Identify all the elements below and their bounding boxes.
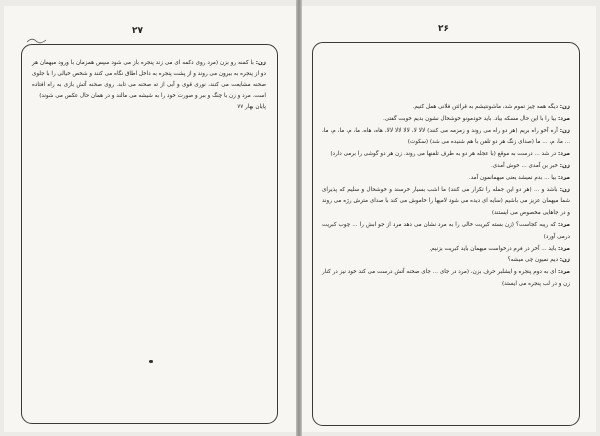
speaker-label: مرد:	[557, 245, 570, 252]
dialogue-text: ای به دوم پنجره و ایشلبر حرف بزن، (مرد در جای ... جای صحنه آتش درست می کند خود نیز در کنار زن و در لب پنجره می ایستد)	[322, 269, 570, 287]
speaker-label: مرد:	[557, 174, 570, 181]
dialogue-text: بیا را با این حال مسکه بیاد. باید خودمونو خوشحال نشون بدیم خوبت گفتی.	[383, 115, 557, 122]
page-number: ۲۷	[132, 26, 143, 36]
right-page	[302, 6, 596, 432]
dialogue-text: بیا ... بدم نمیشد یعنی میهمانمون آمد.	[468, 174, 557, 181]
pencil-scribble	[26, 36, 48, 46]
speaker-label: زن:	[559, 162, 570, 169]
ink-mark	[149, 360, 153, 363]
speaker-label: مرد:	[557, 221, 570, 228]
paragraph	[322, 220, 570, 244]
speaker-label: مرد:	[557, 115, 570, 122]
dialogue-text: باید ... آخر در فرم درخواست میهمان باید کبریت بزنیم.	[429, 245, 557, 252]
dialogue-text: باشد و ... (هر دو این جمله را تکرار می کنند) ما اشب بسیار خرسند و خوشحال و سلیم که پذیرای شما میهمان عزیز می باشیم (سایه ای دیده می شود لامپها را خاموش می کند با صدای مترش رژه می روند و در جاهایی مخصوص می ایستند)	[322, 186, 570, 217]
dialogue-text: دیم نمیون چی میشه؟	[507, 257, 558, 264]
paragraph	[322, 244, 570, 256]
dialogue-text: که ریبه کجاست؟ (زن بسته کبریت خالی را به مرد نشان می دهد مرد از جو ابش را ... چوب کبریت درمی آورد)	[322, 221, 570, 240]
speaker-label: زن:	[559, 186, 571, 193]
dialogue-text: دیگه همه چیز تموم شد، ماشونتیشم به قرائتن فلانی همل کنیم.	[412, 104, 558, 110]
speaker-label: زن:	[559, 257, 570, 264]
paragraph	[322, 161, 570, 173]
paragraph	[322, 149, 570, 161]
paragraph	[322, 255, 570, 267]
speaker-label: زن:	[559, 104, 570, 110]
dialogue-text: در شد ... درست به موقع (با عجله هر دو به طرف تلفنها می روند. زن هر دو گوشی را برمی دارد)	[330, 151, 557, 158]
speaker-label: مرد:	[557, 151, 570, 158]
left-page	[4, 6, 296, 432]
paragraph	[322, 126, 570, 150]
speaker-label: مرد:	[557, 269, 570, 276]
paragraph	[322, 267, 570, 291]
paragraph	[32, 58, 266, 102]
paragraph	[322, 102, 570, 114]
speaker-label: زن:	[559, 127, 570, 134]
page-text	[32, 58, 266, 113]
dialogue-text: آره آخو راه بریم (هر دو راه می روند و زمزمه می کنند) لالا لا، لالا لالا لالا، هاه، هاه، ما، م، ما، م، ما، ... ما، م، ... ما (صدای زنگ هر دو تلفن با هم شنیده می شد) (سکوت)	[322, 127, 570, 146]
paragraph	[322, 114, 570, 126]
paragraph	[322, 185, 570, 220]
paragraph	[322, 173, 570, 185]
speaker-label: زن:	[255, 60, 266, 66]
dialogue-text: با کمنه رو بزن (مرد روی دکمه ای می زند پنجره باز می شود سپس همزمان با ورود میهمان هر دو از پنجره به بیرون می روند و از پشت پنجره به داخل اطاق نگاه می کنند و شخص خیالی را با جلوی صحنه مشایعت می کنند، نوری قوی و آبی از ته صحنه می تابد. روی صحنه آتش بازی به راه افتاده است. مرد و زن با چنگ و ببر و صورت خود را به شیشه می مالند و در همان حال عکس می شوند)	[32, 60, 266, 99]
dialogue-text: خبر بن آمدی ... خوش آمدی.	[491, 162, 558, 169]
page-text	[322, 102, 570, 291]
page-number: ۲۶	[438, 24, 449, 34]
signoff: پایان بهار ۷۷	[237, 104, 266, 110]
